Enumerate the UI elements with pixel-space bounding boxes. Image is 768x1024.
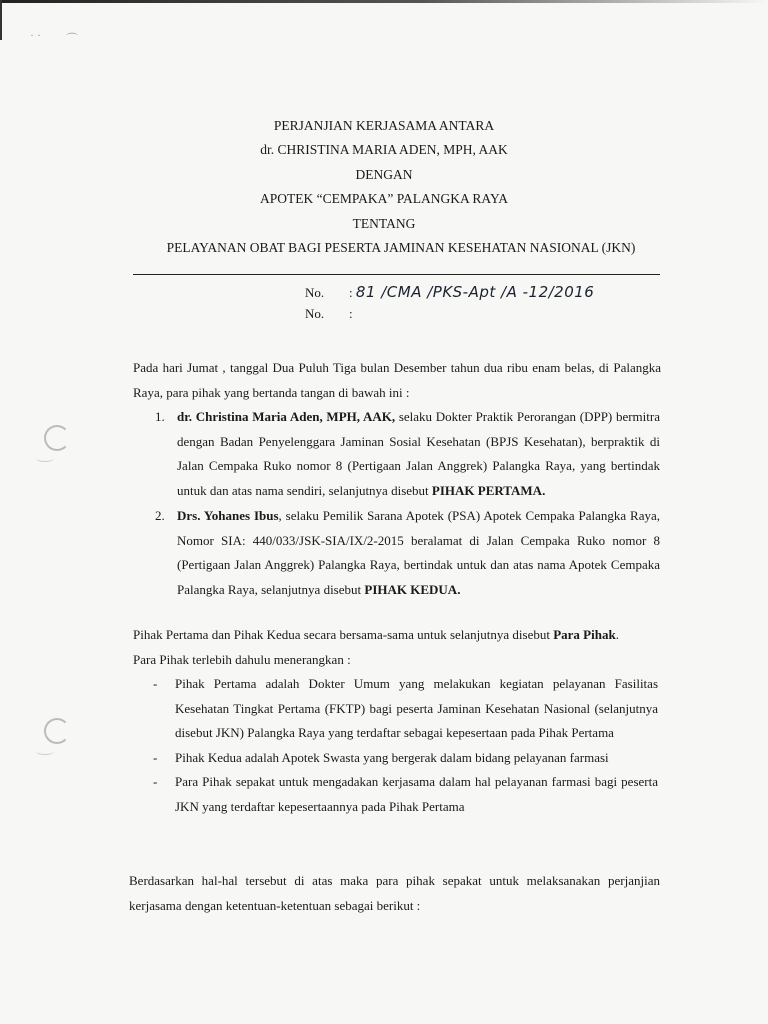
para-pihak-term: Para Pihak [553, 627, 616, 642]
heading-rule [133, 274, 660, 275]
explain-intro: Para Pihak terlebih dahulu menerangkan : [133, 652, 351, 667]
closing-paragraph: Berdasarkan hal-hal tersebut di atas maka para pihak sepakat untuk melaksanakan perjanjian kerjasama dengan ketentuan-ketentuan sebagai berikut : [129, 873, 660, 913]
para-pihak-end: . [615, 627, 619, 642]
recitals-list [153, 672, 658, 819]
number-separator: : [349, 285, 353, 300]
recital-item [153, 746, 658, 771]
recital-text: Para Pihak sepakat untuk mengadakan kerjasama dalam hal pelayanan farmasi bagi peserta JKN yang terdaftar kepesertaannya pada Pihak Pertama [175, 774, 658, 814]
recital-dash: - [153, 774, 158, 789]
heading-with: DENGAN [355, 166, 413, 182]
number-label: No. [305, 285, 325, 300]
heading-second-party: APOTEK “CEMPAKA” PALANGKA RAYA [260, 191, 508, 207]
party-number: 1. [155, 409, 165, 424]
parties-list [155, 405, 660, 602]
punch-hole-mark [44, 425, 70, 451]
heading-title: PERJANJIAN KERJASAMA ANTARA [273, 118, 495, 133]
intro-paragraph: Pada hari Jumat , tanggal Dua Puluh Tiga bulan Desember tahun dua ribu enam belas, di Palangka Raya, para pihak yang bertanda tangan di bawah ini : [133, 360, 661, 400]
handwritten-number: 81 /CMA /PKS-Apt /A -12/2016 [355, 283, 595, 301]
scan-edge-top [0, 0, 768, 3]
heading-about: TENTANG [352, 215, 416, 231]
document-heading [0, 114, 768, 260]
document-number-block [305, 282, 594, 324]
heading-subject: PELAYANAN OBAT BAGI PESERTA JAMINAN KESEHATAN NASIONAL (JKN) [166, 239, 636, 255]
second-number-row [305, 303, 594, 324]
party-item [155, 504, 660, 602]
recital-dash: - [153, 749, 158, 765]
para-pihak-text: Pihak Pertama dan Pihak Kedua secara bersama-sama untuk selanjutnya disebut [133, 627, 554, 642]
party-designation: PIHAK KEDUA [364, 581, 458, 597]
party-end: . [542, 482, 546, 498]
heading-first-party: dr. CHRISTINA MARIA ADEN, MPH, AAK [260, 142, 508, 158]
number-separator: : [349, 306, 353, 321]
recital-text: Pihak Pertama adalah Dokter Umum yang melakukan kegiatan pelayanan Fasilitas Kesehatan Tingkat Pertama (FKTP) bagi peserta Jaminan Kesehatan Nasional (selanjutnya disebut JKN) Palangka Raya yang terdaftar sebagai kepesertaan pada Pihak Pertama [175, 676, 658, 740]
punch-hole-mark [44, 718, 70, 744]
party-item [155, 405, 660, 503]
para-pihak-paragraph [133, 622, 661, 647]
scan-edge-left [0, 0, 2, 40]
number-label: No. [305, 306, 325, 321]
party-description: , selaku Pemilik Sarana Apotek (PSA) Apotek Cempaka Palangka Raya, Nomor SIA: 440/033/JSK-SIA/IX/2-2015 beralamat di Jalan Cempaka Ruko nomor 8 (Pertigaan Jalan Anggrek) Palangka Raya, bertindak untuk dan atas nama Apotek Cempaka Palangka Raya, selanjutnya disebut [177, 508, 660, 597]
punch-hole-shadow [36, 455, 54, 462]
punch-hole-shadow [36, 748, 54, 755]
recital-item [153, 770, 658, 819]
scan-speck: ⌒ [66, 32, 79, 46]
recital-item [153, 672, 658, 746]
document-number-row [305, 282, 594, 303]
party-designation: PIHAK PERTAMA [431, 482, 543, 498]
party-description: selaku Dokter Praktik Perorangan (DPP) bermitra dengan Badan Penyelenggara Jaminan Sosial Kesehatan (BPJS Kesehatan), berpraktik di Jalan Cempaka Ruko nomor 8 (Pertigaan Jalan Anggrek) Palangka Raya, yang bertindak untuk dan atas nama sendiri, selanjutnya disebut [177, 409, 660, 498]
party-name: Drs. Yohanes Ibus [177, 508, 279, 523]
scan-speck: · · [30, 28, 41, 42]
party-end: . [457, 581, 461, 597]
recital-dash: - [153, 676, 158, 691]
party-name: dr. Christina Maria Aden, MPH, AAK, [177, 409, 396, 424]
recital-text: Pihak Kedua adalah Apotek Swasta yang bergerak dalam bidang pelayanan farmasi [175, 749, 609, 765]
party-number: 2. [155, 508, 165, 523]
